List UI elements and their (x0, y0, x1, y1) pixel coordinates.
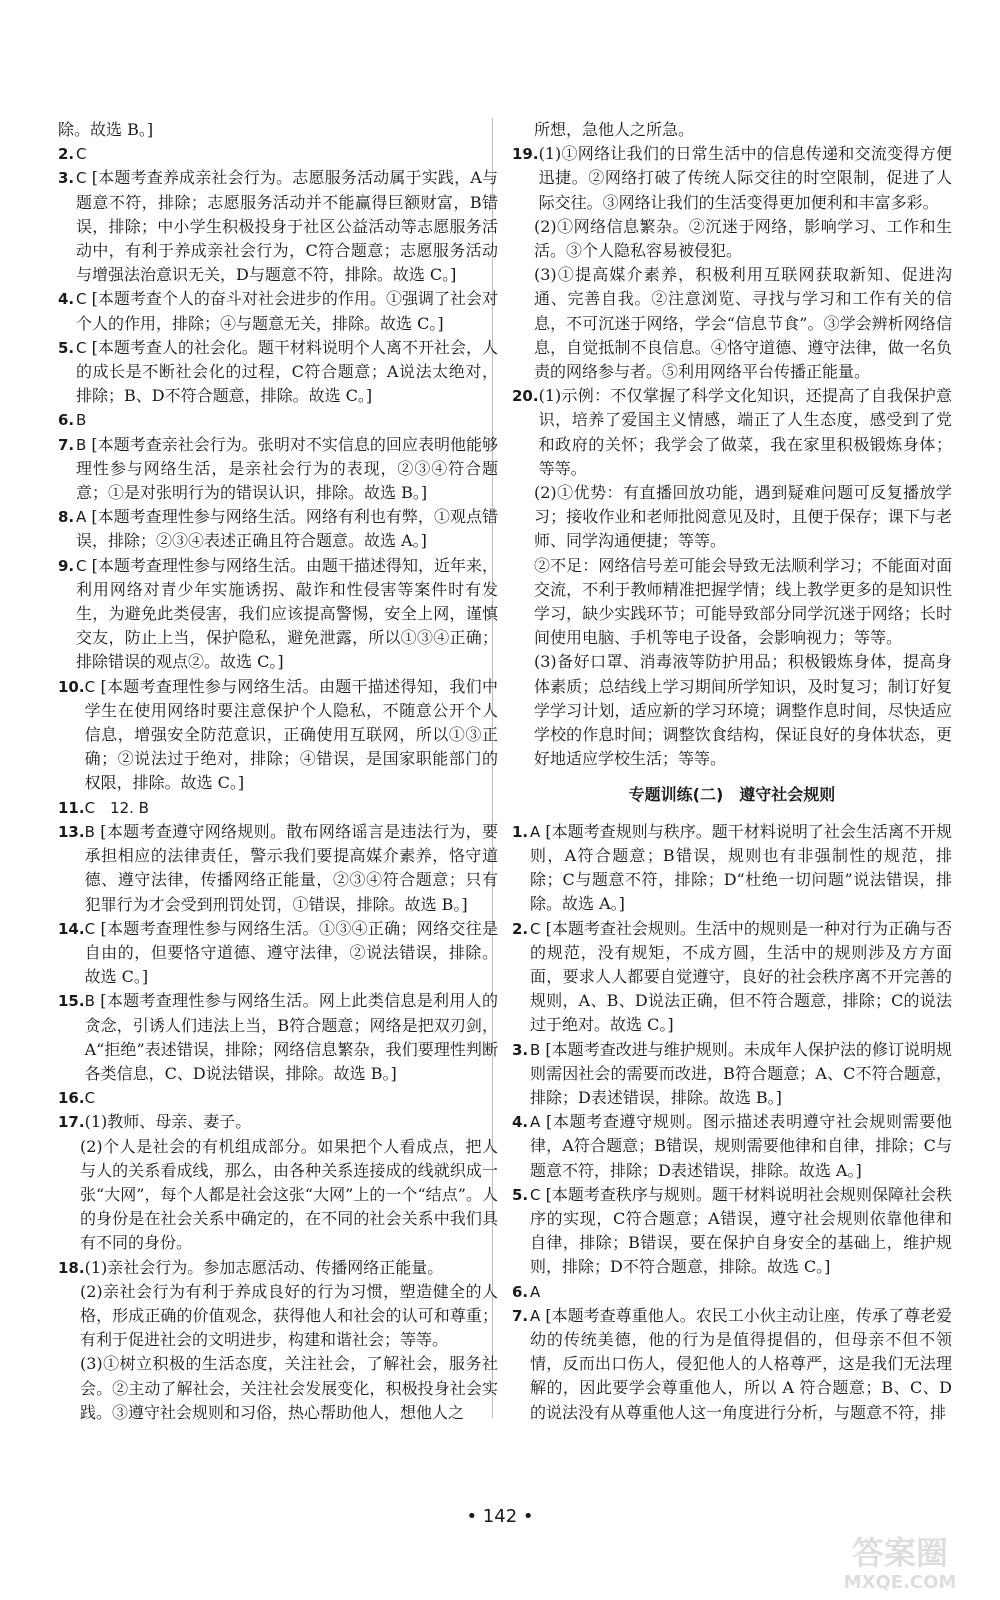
question-number: 3. (512, 1040, 529, 1059)
question-number: 7. (58, 435, 75, 454)
answer-explanation: [本题考查理性参与网络生活。①③④正确；网络交往是自由的，但要恪守道德、遵守法律，②说法错误，排除。故选 C。] (84, 918, 498, 987)
question-number: 4. (512, 1113, 529, 1132)
question-number: 2. (512, 919, 529, 938)
answer-choice: B (76, 411, 87, 430)
answer-explanation: (1)亲社会行为。参加志愿活动、传播网络正能量。 (84, 1257, 444, 1277)
answer-item (58, 433, 498, 506)
answer-body (530, 1038, 952, 1111)
question-number: 14. (58, 919, 85, 938)
answer-choice: C (76, 556, 87, 575)
answer-explanation: [本题考查理性参与网络生活。网络有利也有弊，①观点错误，排除；②③④表述正确且符合题意。故选 A。] (76, 507, 498, 551)
question-number: 18. (58, 1258, 85, 1277)
section-title: 专题训练(二) 遵守社会规则 (628, 785, 836, 805)
answer-item (58, 675, 498, 796)
answer-continuation: (3)备好口罩、消毒液等防护用品；积极锻炼身体，提高身体素质；总结线上学习期间所学知识，及时复习；制订好复学学习计划，适应新的学习环境；调整作息时间，尽快适应学校的作息时间；调整饮食结构，保证良好的身体状态，更好地适应学校生活；等等。 (534, 652, 952, 769)
answer-item (58, 1110, 498, 1134)
answer-item (58, 1086, 498, 1110)
question-number: 3. (58, 169, 75, 188)
page-number: • 142 • (466, 1506, 534, 1527)
answer-continuation: (2)个人是社会的有机组成部分。如果把个人看成点，把人与人的关系看成线，那么，由各种关系连接成的线就织成一张“大网”，每个人都是社会这张“大网”上的一个“结点”。人的身份是在社会关系中确定的，在不同的社会关系中我们具有不同的身份。 (80, 1136, 498, 1253)
answer-choice: A (76, 508, 87, 527)
answer-body (539, 142, 952, 215)
answer-body (539, 384, 952, 481)
question-number: 6. (58, 411, 75, 430)
answer-item (58, 505, 498, 553)
answer-item (58, 554, 498, 675)
right-column (512, 118, 952, 1425)
question-number: 20. (512, 387, 539, 406)
answer-body (530, 1110, 952, 1183)
answer-item (58, 820, 498, 917)
answer-item (58, 336, 498, 409)
answer-body (85, 675, 498, 796)
answer-choice: A (530, 1306, 541, 1325)
answer-body (85, 1086, 498, 1110)
answer-explanation: (1)示例：不仅掌握了科学文化知识，还提高了自我保护意识，培养了爱国主义情感，端正了人生态度，感受到了党和政府的关怀；我学会了做菜，我在家里积极锻炼身体；等等。 (538, 386, 952, 478)
answer-explanation: [本题考查养成亲社会行为。志愿服务活动属于实践，A与题意不符，排除；志愿服务活动并不能赢得巨额财富，B错误，排除；中小学生积极投身于社区公益活动等志愿服务活动中，有利于养成亲社会行为，C符合题意；志愿服务活动与增强法治意识无关，D与题意不符，排除。故选 C。] (76, 168, 498, 285)
answer-choice: C (84, 919, 96, 938)
answer-choice: A (530, 822, 541, 841)
question-number: 5. (58, 338, 75, 357)
answer-continuation: 所想，急他人之所急。 (534, 120, 695, 139)
question-number: 8. (58, 508, 75, 527)
answer-body (76, 287, 498, 335)
answer-explanation: [本题考查理性参与网络生活。由题干描述得知，我们中学生在使用网络时要注意保护个人隐私，不随意公开个人信息，增强安全防范意识，正确使用互联网，所以①③正确；②说法过于绝对，排除；④错误，是国家职能部门的权限，排除。故选 C。] (84, 676, 498, 793)
question-number: 16. (58, 1089, 85, 1108)
answer-body (76, 433, 498, 506)
answer-body (76, 142, 498, 166)
answer-choice: B (530, 1040, 541, 1059)
answer-choice: C (84, 677, 96, 696)
answer-item (58, 408, 498, 432)
answer-item (58, 917, 498, 990)
answer-choice: C (76, 145, 87, 164)
answer-item (58, 796, 498, 820)
question-number: 15. (58, 992, 85, 1011)
question-number: 19. (512, 145, 539, 164)
answer-explanation: [本题考查尊重他人。农民工小伙主动让座，传承了尊老爱幼的传统美德，他的行为是值得提倡的，但母亲不但不领情，反而出口伤人，侵犯他人的人格尊严，这是我们无法理解的，因此要学会尊重他人，所以 A 符合题意；B、C、D的说法没有从尊重他人这一角度进行分析，与题意不符，排 (530, 1305, 952, 1422)
answer-explanation: [本题考查理性参与网络生活。网上此类信息是利用人的贪念，引诱人们违法上当，B符合题意；网络是把双刃剑，A“拒绝”表述错误，排除；网络信息繁杂，我们要理性判断各类信息，C、D说法错误，排除。故选 B。] (84, 991, 498, 1083)
left-column (58, 118, 498, 1425)
answer-item (512, 1183, 952, 1280)
answer-body (530, 917, 952, 1038)
question-number: 10. (58, 677, 85, 696)
question-number: 2. (58, 145, 75, 164)
question-number: 7. (512, 1306, 529, 1325)
answer-explanation: [本题考查规则与秩序。题干材料说明了社会生活离不开规则，A符合题意；B错误，规则也有非强制性的规范，排除；C与题意不符，排除；D“杜绝一切问题”说法错误，排除。故选 A。] (530, 821, 952, 914)
answer-explanation: (1)教师、母亲、妻子。 (84, 1112, 252, 1132)
answer-body (85, 1110, 498, 1134)
answer-choice: C (530, 919, 541, 938)
answer-explanation: [本题考查改进与维护规则。未成年人保护法的修订说明规则需因社会的需要而改进，B符合题意；A、C不符合题意，排除；D表述错误，排除。故选 B。] (530, 1039, 952, 1107)
answer-choice: C 12. B (84, 798, 149, 817)
answer-item (58, 989, 498, 1086)
answer-explanation: [本题考查社会规则。生活中的规则是一种对行为正确与否的规范，没有规矩，不成方圆，生活中的规则涉及方方面面，要求人人都要自觉遵守，良好的社会秩序离不开完善的规则，A、B、D说法正确，但不符合题意，排除；C的说法过于绝对。故选 C。] (530, 918, 952, 1035)
answer-explanation: [本题考查亲社会行为。张明对不实信息的回应表明他能够理性参与网络生活，是亲社会行为的表现，②③④符合题意；①是对张明行为的错误认识，排除。故选 B。] (76, 434, 498, 503)
question-number: 1. (512, 822, 529, 841)
question-number: 5. (512, 1185, 529, 1204)
answer-continuation: (2)①优势：有直播回放功能，遇到疑难问题可反复播放学习；接收作业和老师批阅意见及时，且便于保存；课下与老师、同学沟通便捷；等等。 (534, 483, 952, 551)
question-number: 13. (58, 822, 85, 841)
answer-item (512, 142, 952, 215)
answer-choice: B (84, 992, 95, 1011)
question-number: 11. (58, 798, 85, 817)
answer-explanation: [本题考查秩序与规则。题干材料说明社会规则保障社会秩序的实现，C符合题意；A错误，遵守社会规则依靠他律和自律，排除；B错误，要在保护自身安全的基础上，维护规则，排除；D不符合题意，排除。故选 C。] (530, 1184, 952, 1277)
answer-body (85, 989, 498, 1086)
watermark-logo (812, 1530, 988, 1594)
answer-continuation: ②不足：网络信号差可能会导致无法顺利学习；不能面对面交流，不利于教师精准把握学情；线上教学更多的是知识性学习，缺少实践环节；可能导致部分同学沉迷于网络；长时间使用电脑、手机等电子设备，会影响视力；等等。 (534, 555, 952, 648)
answer-item (512, 1038, 952, 1111)
answer-explanation: (1)①网络让我们的日常生活中的信息传递和交流变得方便迅捷。②网络打破了传统人际交往的时空限制，促进了人际交往。③网络让我们的生活变得更加便利和丰富多彩。 (538, 144, 952, 212)
answer-body (76, 408, 498, 432)
answer-body (85, 1256, 498, 1280)
question-number: 6. (512, 1282, 529, 1301)
answer-body (76, 505, 498, 553)
answer-explanation: [本题考查遵守网络规则。散布网络谣言是违法行为，要承担相应的法律责任，警示我们要提高媒介素养，恪守道德、遵守法律，传播网络正能量，②③④符合题意；只有犯罪行为才会受到刑罚处罚，①错误，排除。故选 B。] (84, 821, 498, 914)
answer-choice: A (530, 1113, 541, 1132)
answer-continuation: (2)亲社会行为有利于养成良好的行为习惯，塑造健全的人格，形成正确的价值观念，获得他人和社会的认可和尊重；有利于促进社会的文明进步，构建和谐社会；等等。 (80, 1281, 498, 1350)
question-number: 9. (58, 556, 75, 575)
answer-body (530, 1280, 952, 1304)
question-number: 17. (58, 1113, 85, 1132)
question-number: 4. (58, 290, 75, 309)
answer-explanation: [本题考查理性参与网络生活。由题干描述得知，近年来，利用网络对青少年实施诱拐、敲诈和性侵害等案件时有发生，为避免此类侵害，我们应该提高警惕，安全上网，谨慎交友，防止上当，保护隐私，避免泄露，所以①③④正确；排除错误的观点②。故选 C。] (76, 555, 498, 672)
answer-item (512, 917, 952, 1038)
answer-body (76, 554, 498, 675)
answer-item (58, 166, 498, 287)
answer-continuation: (3)①树立积极的生活态度，关注社会，了解社会，服务社会。②主动了解社会，关注社会发展变化，积极投身社会实践。③遵守社会规则和习俗，热心帮助他人，想他人之 (80, 1354, 498, 1422)
answer-continuation: (3)①提高媒介素养，积极利用互联网获取新知、促进沟通、完善自我。②注意浏览、寻找与学习和工作有关的信息，不可沉迷于网络，学会“信息节食”。③学会辨析网络信息，自觉抵制不良信息。④恪守道德、遵守法律，做一名负责的网络参与者。⑤利用网络平台传播正能量。 (534, 265, 952, 382)
watermark-line2: MXQE.COM (843, 1572, 957, 1593)
answer-body (76, 166, 498, 287)
answer-item (512, 820, 952, 917)
answer-choice: B (84, 822, 95, 841)
answer-item (512, 384, 952, 481)
answer-explanation: [本题考查个人的奋斗对社会进步的作用。①强调了社会对个人的作用，排除；④与题意无关，排除。故选 C。] (76, 289, 498, 333)
answer-body (85, 796, 498, 820)
answer-continuation: (2)①网络信息繁杂。②沉迷于网络，影响学习、工作和生活。③个人隐私容易被侵犯。 (534, 216, 952, 261)
answer-explanation: [本题考查人的社会化。题干材料说明个人离不开社会，人的成长是不断社会化的过程，C符合题意；A说法太绝对，排除；B、D不符合题意，排除。故选 C。] (76, 337, 498, 406)
answer-item (58, 142, 498, 166)
answer-item (512, 1110, 952, 1183)
answer-choice: B (76, 435, 87, 454)
answer-item (58, 287, 498, 335)
answer-choice: C (76, 338, 87, 357)
answer-body (76, 336, 498, 409)
answer-choice: A (530, 1282, 541, 1301)
answer-body (530, 820, 952, 917)
answer-explanation: [本题考查遵守规则。图示描述表明遵守社会规则需要他律，A符合题意；B错误，规则需要他律和自律，排除；C与题意不符，排除；D表述错误，排除。故选 A。] (530, 1112, 952, 1180)
answer-choice: C (76, 169, 87, 188)
answer-item (512, 1304, 952, 1425)
answer-choice: C (76, 290, 87, 309)
answer-continuation: 除。故选 B。] (58, 120, 154, 139)
answer-body (85, 917, 498, 990)
answer-choice: C (530, 1185, 541, 1204)
answer-choice: C (84, 1089, 96, 1108)
answer-body (530, 1183, 952, 1280)
answer-item (512, 1280, 952, 1304)
watermark-line1: 答案圈 (851, 1534, 949, 1572)
answer-body (530, 1304, 952, 1425)
answer-body (85, 820, 498, 917)
answer-item (58, 1256, 498, 1280)
